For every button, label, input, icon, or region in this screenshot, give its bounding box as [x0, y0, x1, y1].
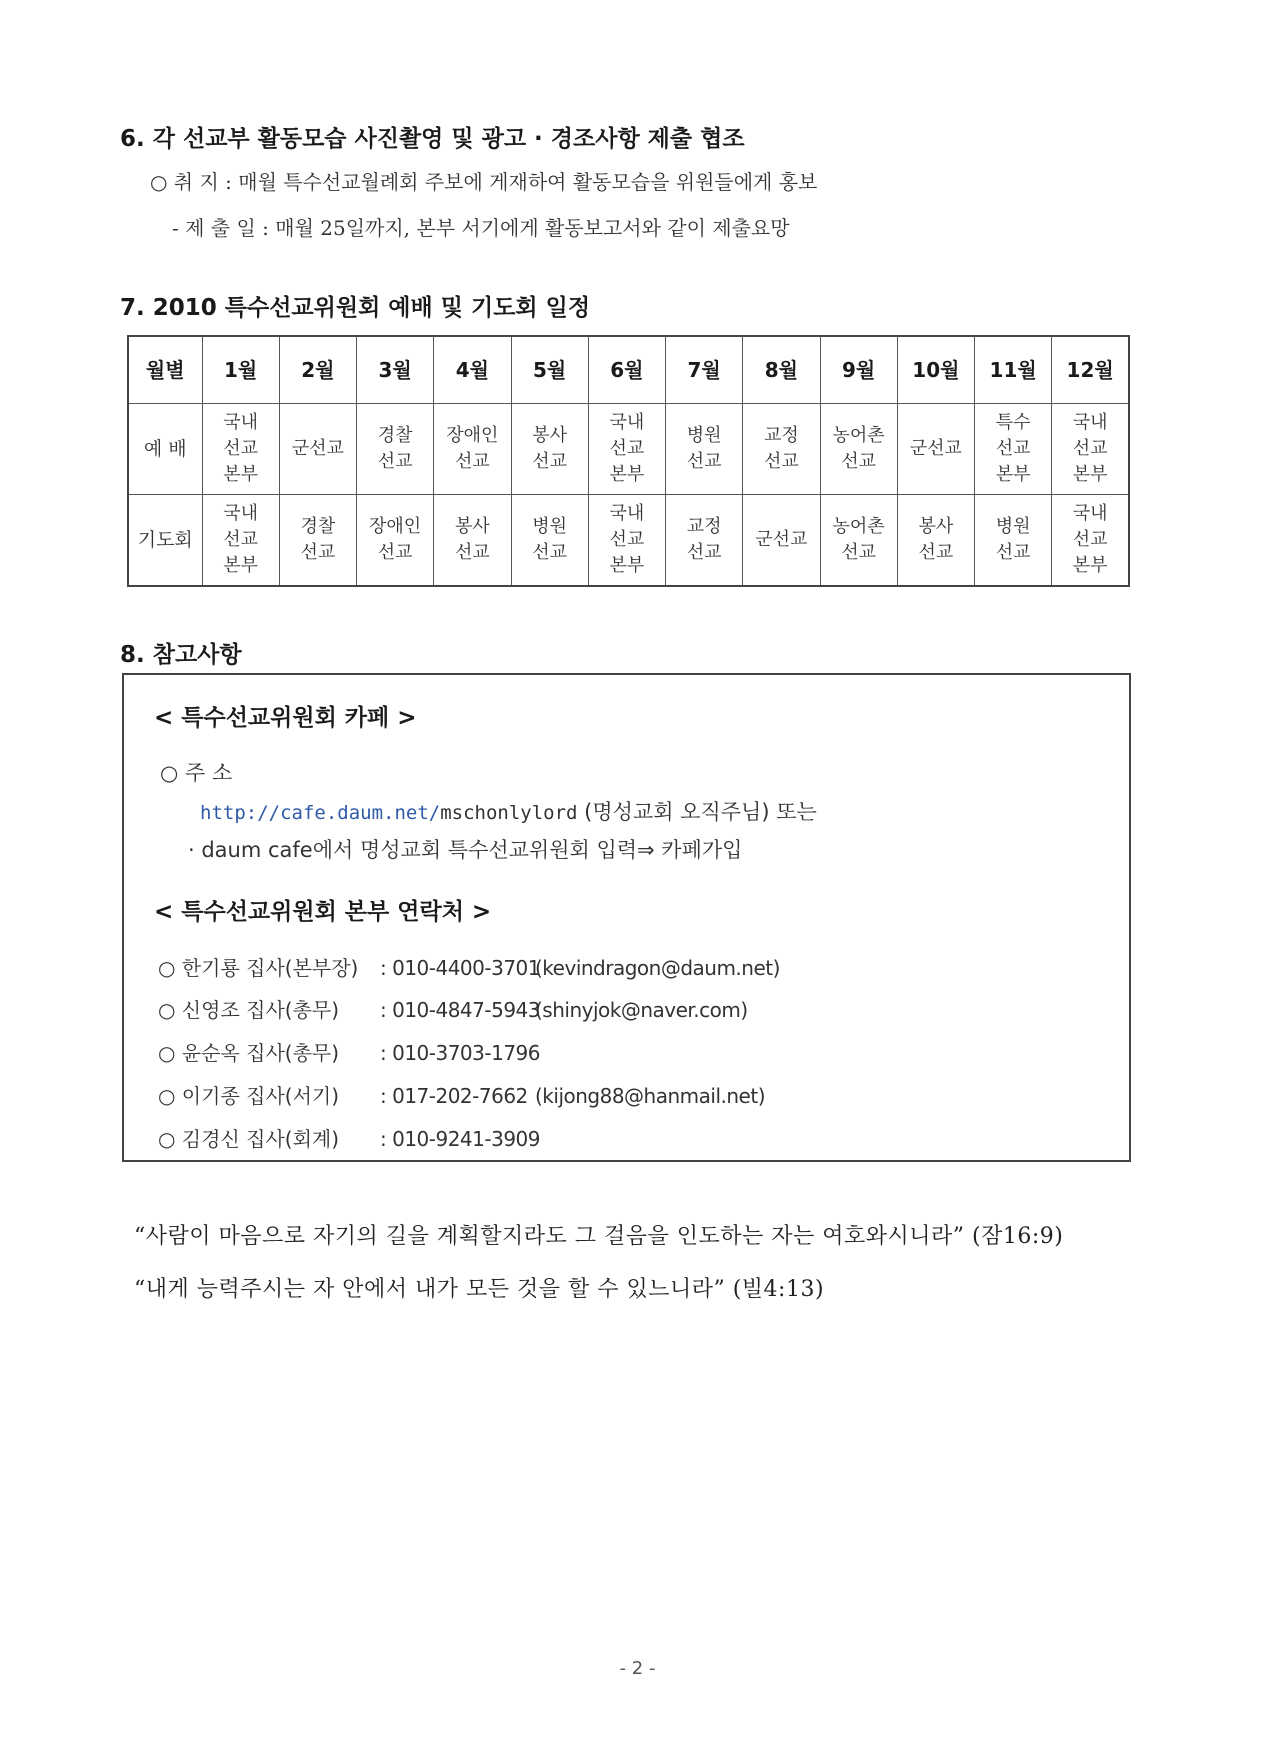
section-7-heading: 7. 2010 특수선교위원회 예배 및 기도회 일정	[120, 295, 591, 321]
contact-phone: : 010-9241-3909	[380, 1127, 540, 1151]
header-cell: 5월	[511, 336, 588, 404]
header-cell: 7월	[666, 336, 743, 404]
table-cell: 군선교	[897, 404, 974, 495]
table-cell: 교정 선교	[666, 495, 743, 587]
table-cell: 국내 선교 본부	[1052, 404, 1129, 495]
contact-row	[158, 1123, 540, 1152]
table-cell: 병원 선교	[666, 404, 743, 495]
row-label: 예 배	[128, 404, 202, 495]
reference-box	[122, 673, 1131, 1162]
table-cell: 국내 선교 본부	[202, 495, 279, 587]
submit-label: - 제 출 일 :	[172, 216, 276, 240]
table-cell: 국내 선교 본부	[1052, 495, 1129, 587]
table-cell: 봉사 선교	[511, 404, 588, 495]
section-6-heading: 6. 각 선교부 활동모습 사진촬영 및 광고 · 경조사항 제출 협조	[120, 126, 745, 152]
cafe-url-note: (명성교회 오직주님) 또는	[577, 800, 817, 824]
table-row-worship	[128, 404, 1129, 495]
table-cell: 병원 선교	[511, 495, 588, 587]
table-cell: 교정 선교	[743, 404, 820, 495]
header-cell: 월별	[128, 336, 202, 404]
contact-row	[158, 994, 748, 1023]
table-cell: 국내 선교 본부	[588, 495, 665, 587]
header-cell: 12월	[1052, 336, 1129, 404]
header-cell: 10월	[897, 336, 974, 404]
table-cell: 병원 선교	[975, 495, 1052, 587]
table-cell: 농어촌 선교	[820, 495, 897, 587]
header-cell: 6월	[588, 336, 665, 404]
submit-text: 매월 25일까지, 본부 서기에게 활동보고서와 같이 제출요망	[275, 216, 790, 240]
contact-name: ○ 김경신 집사(회계)	[158, 1127, 340, 1151]
contact-phone: : 017-202-7662	[380, 1084, 528, 1108]
header-cell: 2월	[279, 336, 356, 404]
cafe-url-line	[200, 796, 817, 826]
contact-phone: : 010-4400-3701	[380, 956, 540, 980]
table-cell: 봉사 선교	[434, 495, 511, 587]
table-cell: 봉사 선교	[897, 495, 974, 587]
header-cell: 1월	[202, 336, 279, 404]
schedule-table	[127, 335, 1130, 587]
section-8-heading: 8. 참고사항	[120, 642, 242, 668]
address-label: ○ 주 소	[160, 761, 233, 785]
cafe-title: < 특수선교위원회 카페 >	[154, 705, 417, 731]
contacts-title: < 특수선교위원회 본부 연락처 >	[154, 899, 492, 925]
page-number: - 2 -	[619, 1658, 656, 1679]
verse-philippians: “내게 능력주시는 자 안에서 내가 모든 것을 할 수 있느니라” (빌4:13)	[134, 1277, 825, 1302]
contact-email[interactable]: (kevindragon@daum.net)	[535, 956, 780, 980]
purpose-label: ○ 취 지 :	[150, 170, 239, 194]
contact-phone: : 010-3703-1796	[380, 1041, 540, 1065]
header-cell: 8월	[743, 336, 820, 404]
cafe-url-suffix[interactable]: mschonlylord	[440, 802, 578, 824]
contact-email[interactable]: (shinyjok@naver.com)	[535, 998, 748, 1022]
table-cell: 농어촌 선교	[820, 404, 897, 495]
contact-name: ○ 윤순옥 집사(총무)	[158, 1041, 340, 1065]
contact-name: ○ 신영조 집사(총무)	[158, 998, 340, 1022]
purpose-text: 매월 특수선교월례회 주보에 게재하여 활동모습을 위원들에게 홍보	[238, 170, 818, 194]
contact-email[interactable]: (kijong88@hanmail.net)	[535, 1084, 765, 1108]
contact-name: ○ 한기룡 집사(본부장)	[158, 956, 359, 980]
header-cell: 11월	[975, 336, 1052, 404]
contact-phone: : 010-4847-5943	[380, 998, 540, 1022]
table-cell: 국내 선교 본부	[202, 404, 279, 495]
table-cell: 군선교	[279, 404, 356, 495]
header-cell: 4월	[434, 336, 511, 404]
section-6-purpose	[150, 166, 817, 195]
daum-cafe-line: · daum cafe에서 명성교회 특수선교위원회 입력⇒ 카페가입	[188, 838, 743, 862]
table-cell: 장애인 선교	[434, 404, 511, 495]
table-cell: 국내 선교 본부	[588, 404, 665, 495]
table-cell: 특수 선교 본부	[975, 404, 1052, 495]
cafe-url-prefix[interactable]: http://cafe.daum.net/	[200, 802, 441, 824]
header-cell: 9월	[820, 336, 897, 404]
table-cell: 군선교	[743, 495, 820, 587]
header-cell: 3월	[357, 336, 434, 404]
row-label: 기도회	[128, 495, 202, 587]
table-cell: 장애인 선교	[357, 495, 434, 587]
verse-proverbs: “사람이 마음으로 자기의 길을 계획할지라도 그 걸음을 인도하는 자는 여호와시니라” (잠16:9)	[134, 1224, 1064, 1249]
schedule-header-row	[128, 336, 1129, 404]
section-6-submit	[172, 212, 790, 241]
table-row-prayer	[128, 495, 1129, 587]
table-cell: 경찰 선교	[279, 495, 356, 587]
contact-row	[158, 1080, 765, 1109]
contact-row	[158, 952, 780, 981]
contact-row	[158, 1037, 540, 1066]
contact-name: ○ 이기종 집사(서기)	[158, 1084, 340, 1108]
table-cell: 경찰 선교	[357, 404, 434, 495]
